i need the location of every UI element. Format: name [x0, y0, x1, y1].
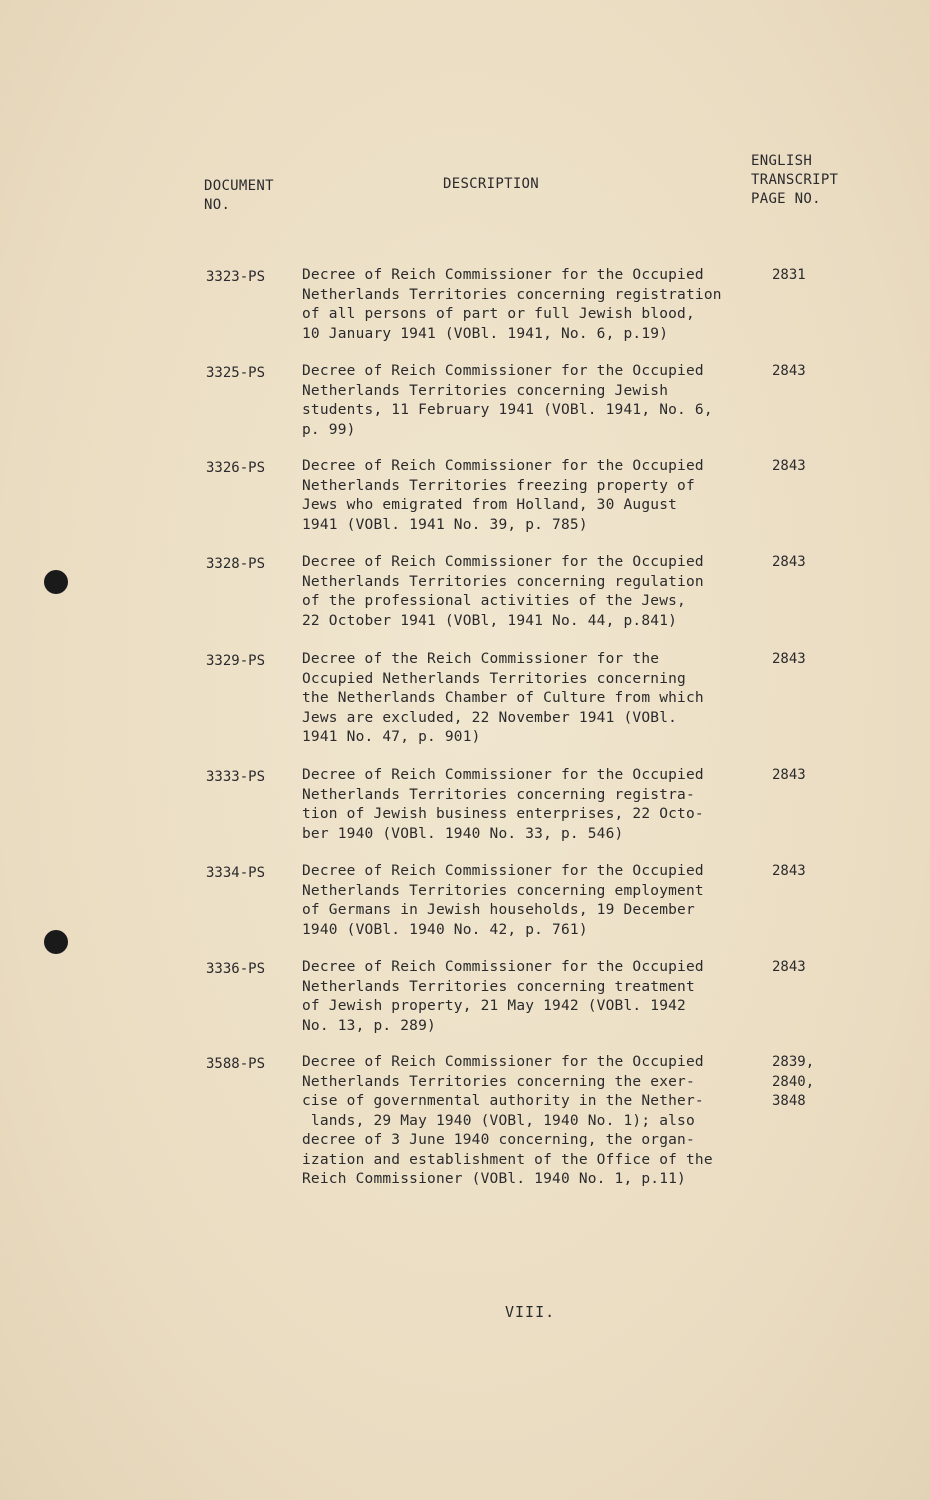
description-line: Occupied Netherlands Territories concerning	[302, 670, 686, 687]
description-line: No. 13, p. 289)	[302, 1017, 436, 1034]
description-line: Decree of Reich Commissioner for the Occupied	[302, 363, 704, 379]
document-number: 3333-PS	[206, 769, 266, 785]
description-line: Decree of Reich Commissioner for the Occupied	[302, 1054, 704, 1070]
description-line: Netherlands Territories concerning employment	[302, 882, 704, 899]
description-line: Netherlands Territories concerning registra-	[302, 786, 695, 803]
transcript-page-number: 2843	[772, 554, 806, 570]
document-description	[302, 862, 757, 940]
description-line: Decree of Reich Commissioner for the Occupied	[302, 863, 704, 879]
transcript-page-numbers	[772, 766, 806, 786]
transcript-page-numbers	[772, 1053, 814, 1112]
document-description	[302, 650, 757, 748]
description-line: 1941 No. 47, p. 901)	[302, 729, 481, 745]
document-description	[302, 362, 757, 440]
description-line: Decree of Reich Commissioner for the Occupied	[302, 458, 704, 474]
transcript-page-number: 3848	[772, 1093, 806, 1109]
description-line: cise of governmental authority in the Nether-	[302, 1093, 704, 1109]
transcript-page-number: 2843	[772, 959, 806, 975]
transcript-page-numbers	[772, 362, 806, 382]
description-line: Decree of the Reich Commissioner for the	[302, 651, 660, 667]
transcript-page-number: 2843	[772, 363, 806, 379]
description-line: Netherlands Territories concerning Jewish	[302, 382, 669, 399]
transcript-page-numbers	[772, 553, 806, 573]
description-line: Decree of Reich Commissioner for the Occupied	[302, 267, 704, 283]
description-line: ization and establishment of the Office of the	[302, 1151, 713, 1168]
description-line: of the professional activities of the Jews,	[302, 593, 686, 609]
document-number: 3334-PS	[206, 865, 266, 881]
description-line: the Netherlands Chamber of Culture from which	[302, 690, 704, 706]
description-line: Netherlands Territories concerning registration	[302, 286, 722, 303]
transcript-page-numbers	[772, 650, 806, 670]
description-line: students, 11 February 1941 (VOBl. 1941, No. 6,	[302, 402, 713, 418]
document-number: 3336-PS	[206, 961, 266, 977]
document-description	[302, 553, 757, 631]
transcript-page-number: 2843	[772, 458, 806, 474]
transcript-page-numbers	[772, 862, 806, 882]
document-description	[302, 266, 757, 344]
header-document-no	[204, 177, 274, 215]
description-line: of Jewish property, 21 May 1942 (VOBl. 1942	[302, 998, 686, 1014]
punch-hole-bottom	[44, 930, 68, 954]
description-line: 1941 (VOBl. 1941 No. 39, p. 785)	[302, 516, 588, 533]
document-description	[302, 457, 757, 535]
transcript-page-number: 2843	[772, 767, 806, 783]
description-line: 10 January 1941 (VOBl. 1941, No. 6, p.19)	[302, 325, 669, 342]
page-number: VIII.	[505, 1303, 556, 1321]
document-number: 3329-PS	[206, 653, 266, 669]
document-number: 3588-PS	[206, 1056, 266, 1072]
document-description	[302, 1053, 757, 1190]
punch-hole-top	[44, 570, 68, 594]
description-line: Decree of Reich Commissioner for the Occupied	[302, 767, 704, 783]
description-line: ber 1940 (VOBl. 1940 No. 33, p. 546)	[302, 825, 624, 842]
document-number: 3323-PS	[206, 269, 266, 285]
description-line: Reich Commissioner (VOBl. 1940 No. 1, p.11)	[302, 1171, 686, 1187]
description-line: decree of 3 June 1940 concerning, the organ-	[302, 1132, 695, 1148]
description-line: Jews who emigrated from Holland, 30 August	[302, 497, 678, 513]
transcript-page-numbers	[772, 958, 806, 978]
description-line: of all persons of part or full Jewish blood,	[302, 306, 695, 322]
transcript-page-number: 2843	[772, 863, 806, 879]
header-english-line: ENGLISH	[751, 153, 813, 169]
description-line: p. 99)	[302, 421, 356, 438]
document-number: 3325-PS	[206, 365, 266, 381]
header-transcript-line: TRANSCRIPT	[751, 172, 839, 188]
description-line: of Germans in Jewish households, 19 December	[302, 902, 695, 918]
description-line: lands, 29 May 1940 (VOBl, 1940 No. 1); also	[302, 1112, 695, 1129]
description-line: tion of Jewish business enterprises, 22 Octo-	[302, 806, 704, 822]
transcript-page-numbers	[772, 457, 806, 477]
transcript-page-number: 2831	[772, 267, 806, 283]
description-line: Decree of Reich Commissioner for the Occupied	[302, 959, 704, 975]
description-line: Netherlands Territories concerning treatment	[302, 978, 695, 995]
description-line: Jews are excluded, 22 November 1941 (VOBl.	[302, 709, 678, 726]
transcript-page-number: 2839,	[772, 1054, 815, 1070]
transcript-page-number: 2843	[772, 651, 806, 667]
document-number: 3328-PS	[206, 556, 266, 572]
description-line: Netherlands Territories freezing property of	[302, 477, 695, 494]
header-document-line: DOCUMENT	[204, 178, 274, 194]
description-line: Decree of Reich Commissioner for the Occupied	[302, 554, 704, 570]
header-english-transcript	[751, 152, 838, 209]
document-number: 3326-PS	[206, 460, 266, 476]
header-description: DESCRIPTION	[443, 176, 540, 192]
description-line: 1940 (VOBl. 1940 No. 42, p. 761)	[302, 921, 588, 938]
transcript-page-number: 2840,	[772, 1073, 815, 1090]
description-line: 22 October 1941 (VOBl, 1941 No. 44, p.841)	[302, 612, 678, 629]
header-page-no-line: PAGE NO.	[751, 191, 821, 207]
transcript-page-numbers	[772, 266, 806, 286]
document-description	[302, 766, 757, 844]
description-line: Netherlands Territories concerning regulation	[302, 573, 704, 590]
document-description	[302, 958, 757, 1036]
description-line: Netherlands Territories concerning the exer-	[302, 1073, 695, 1090]
header-no-line: NO.	[204, 197, 231, 213]
